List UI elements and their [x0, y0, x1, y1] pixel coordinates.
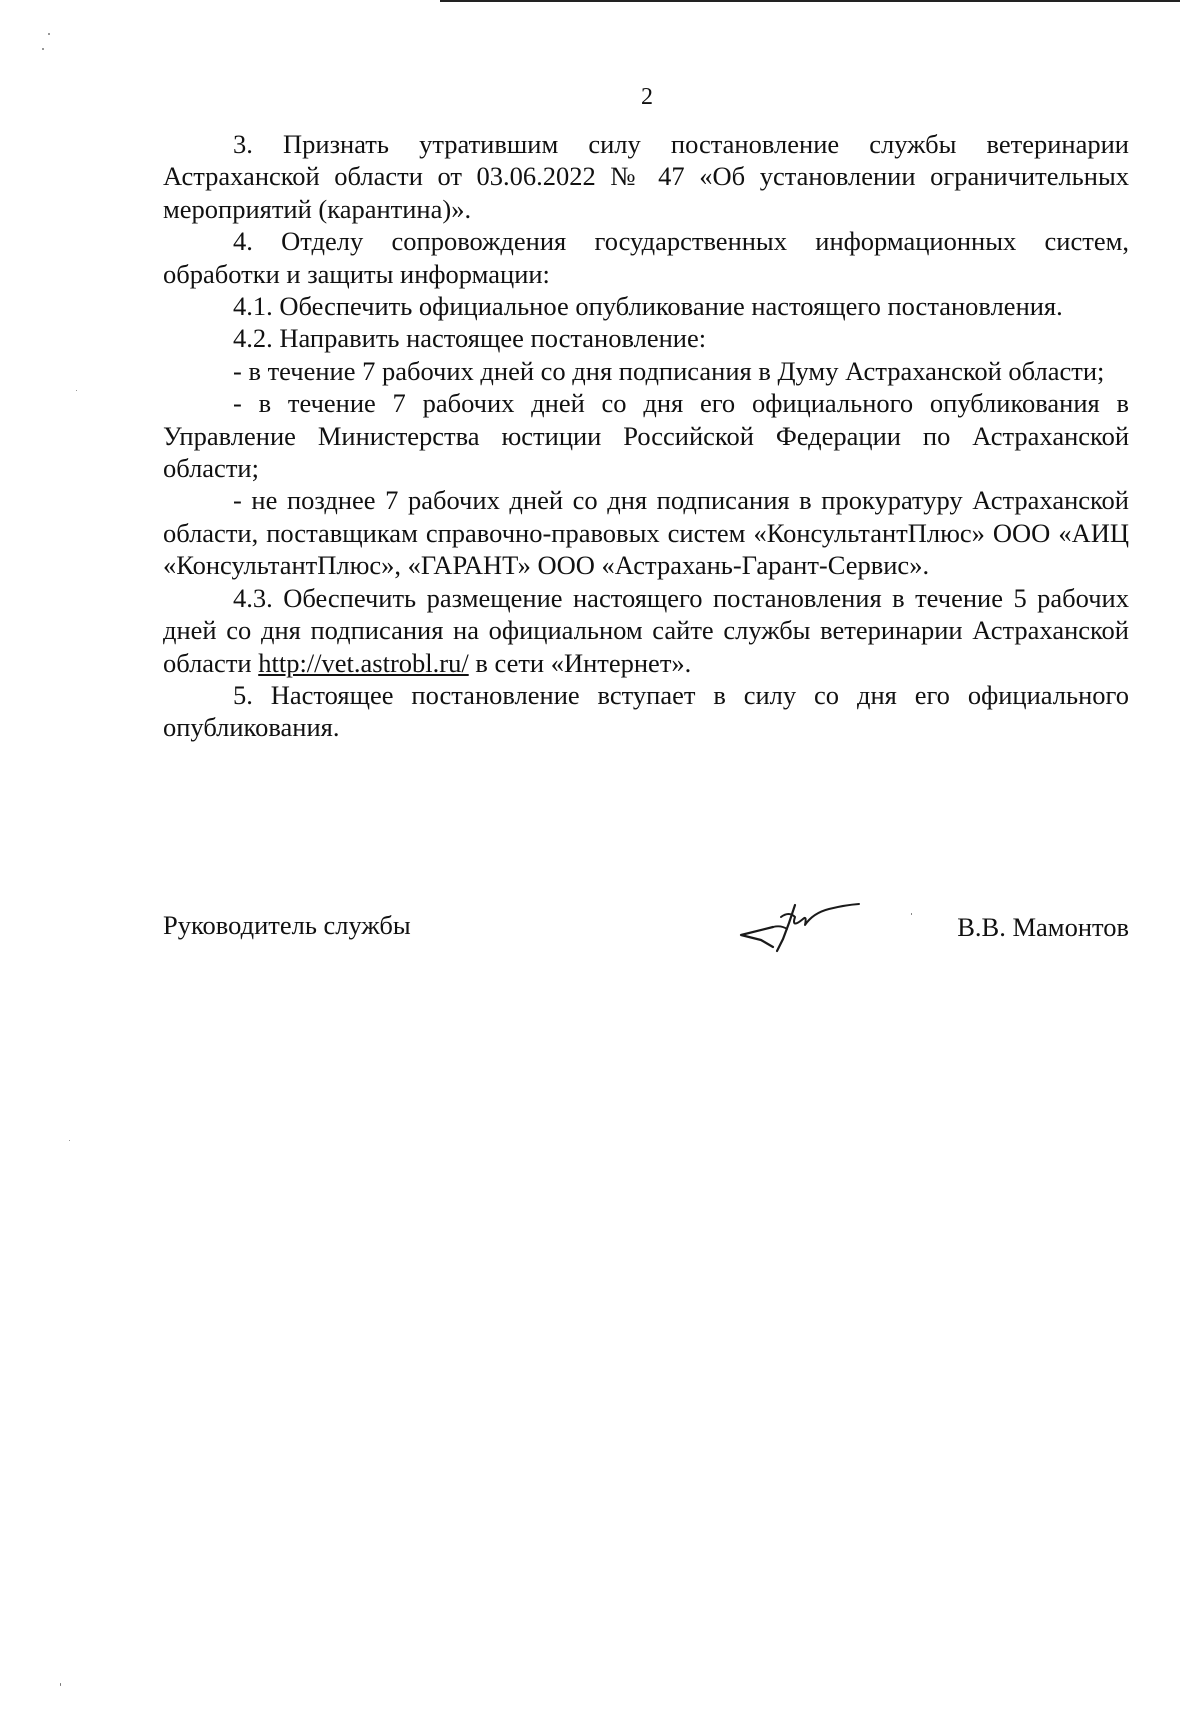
paragraph-item-4-3 [163, 582, 1129, 679]
paragraph-item-4-2: 4.2. Направить настоящее постановление: [233, 323, 707, 354]
handwritten-signature [733, 895, 883, 955]
item-4-3-text-after: в сети «Интернет». [468, 647, 692, 678]
paragraph-item-3: 3. Признать утратившим силу постановление службы ветеринарии Астраханской области от 03.06.2022 № 47 «Об установлении ограничительных мероприятий (карантина)». [163, 129, 1129, 224]
top-border-line [440, 0, 1180, 2]
signature-block [163, 895, 1129, 955]
scan-speck [76, 390, 77, 391]
website-link[interactable]: http://vet.astrobl.ru/ [258, 647, 469, 678]
scan-speck [911, 913, 912, 915]
scan-speck [69, 1140, 70, 1141]
paragraph-item-4-1: 4.1. Обеспечить официальное опубликование настоящего постановления. [233, 291, 1063, 322]
document-body [163, 128, 1129, 744]
paragraph-item-4-2-duma: - в течение 7 рабочих дней со дня подписания в Думу Астраханской области; [233, 355, 1105, 386]
signer-title: Руководитель службы [163, 910, 411, 940]
page-number: 2 [641, 84, 653, 110]
scan-speck [48, 33, 50, 35]
paragraph-item-4-2-ministry: - в течение 7 рабочих дней со дня его официального опубликования в Управление Министерства юстиции Российской Федерации по Астраханской области; [163, 388, 1129, 484]
scan-speck [42, 48, 44, 50]
paragraph-item-5: 5. Настоящее постановление вступает в силу со дня его официального опубликования. [163, 679, 1129, 743]
paragraph-item-4-2-prosecutor: - не позднее 7 рабочих дней со дня подписания в прокуратуру Астраханской области, поставщикам справочно-правовых систем «КонсультантПлюс» ООО «АИЦ «КонсультантПлюс», «ГАРАНТ» ООО «Астрахань-Гарант-Сервис». [163, 485, 1129, 581]
signer-name: В.В. Мамонтов [957, 912, 1129, 942]
paragraph-item-4: 4. Отделу сопровождения государственных информационных систем, обработки и защиты информации: [163, 226, 1129, 289]
scan-speck [60, 1683, 61, 1686]
item-4-3-text-before: 4.3. Обеспечить размещение настоящего постановления в течение 5 рабочих дней со дня подписания на официальном сайте службы ветеринарии Астраханской области [163, 582, 1129, 678]
